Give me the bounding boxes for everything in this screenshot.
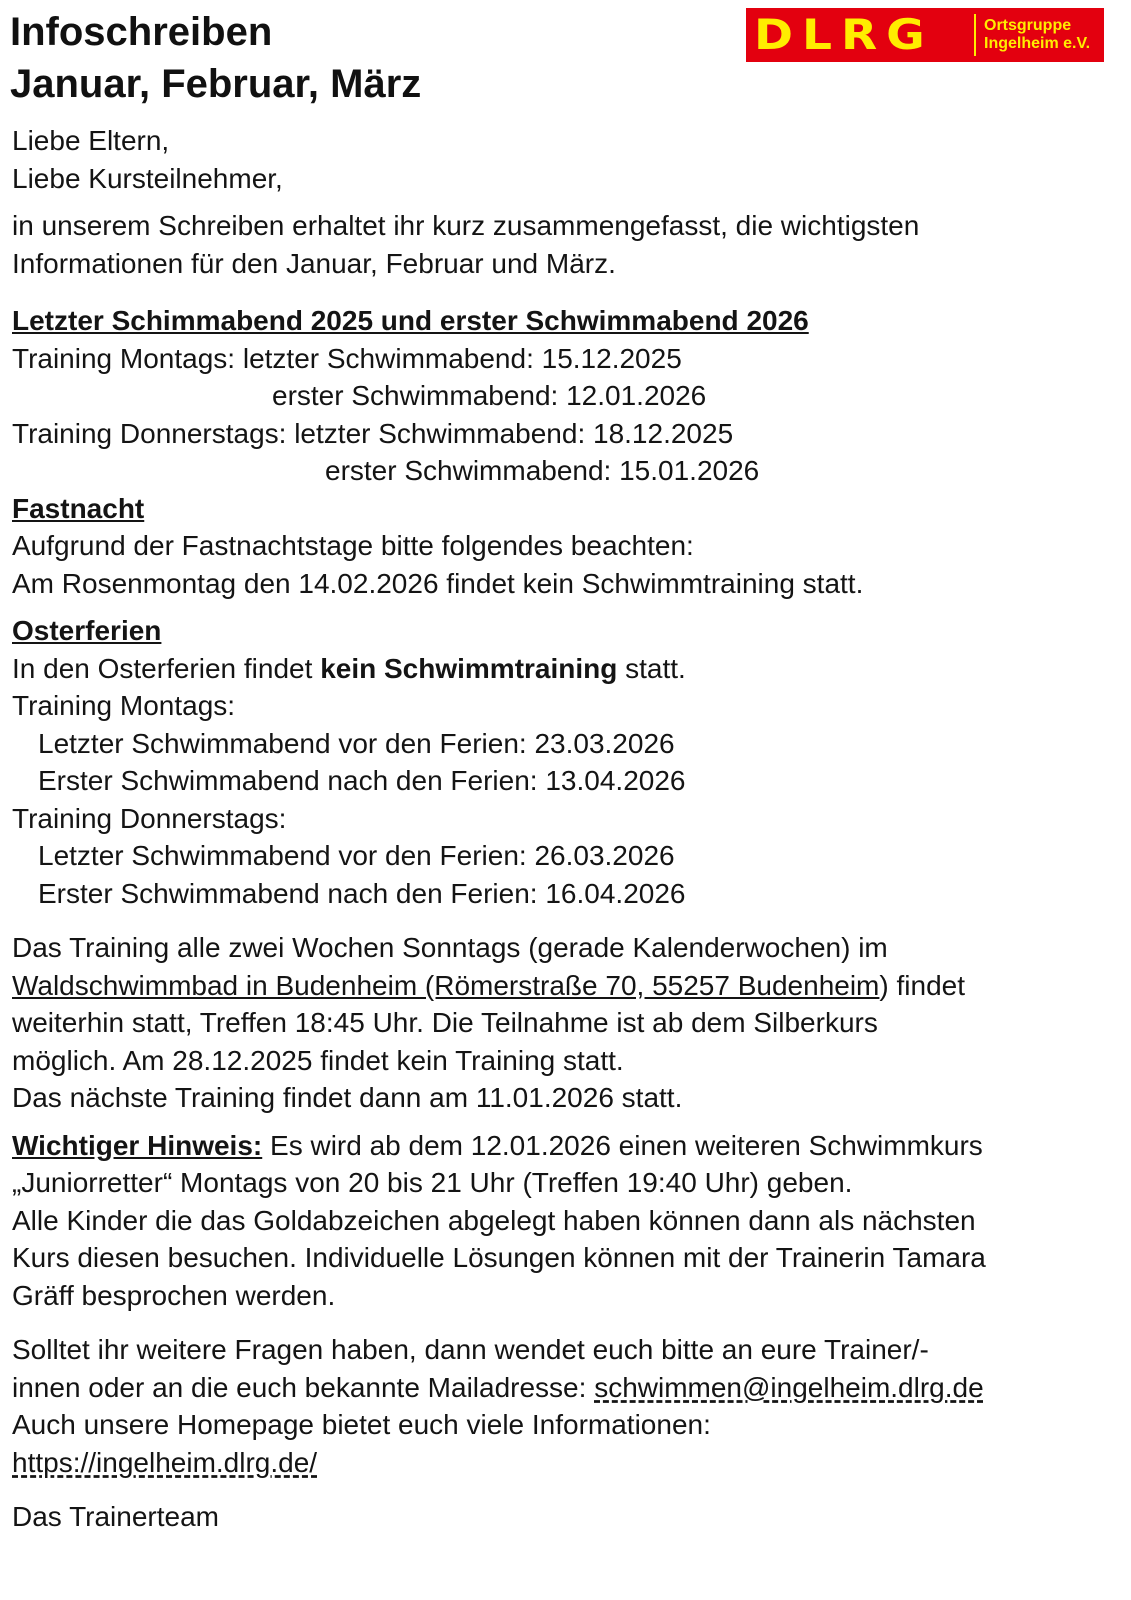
contact-line-2-text: innen oder an die euch bekannte Mailadresse: — [12, 1371, 595, 1403]
greeting — [12, 122, 1122, 197]
hint-line-2: „Juniorretter“ Montags von 20 bis 21 Uhr (Treffen 19:40 Uhr) geben. — [12, 1167, 853, 1198]
logo-wordmark: DLRG — [754, 10, 934, 59]
intro-line-2: Informationen für den Januar, Februar und März. — [12, 247, 616, 279]
logo-subtitle — [984, 17, 1090, 53]
title-line-1: Infoschreiben — [10, 10, 273, 54]
sunday-line-4: möglich. Am 28.12.2025 findet kein Training statt. — [12, 1044, 624, 1076]
logo-subtitle-line-1: Ortsgruppe — [984, 17, 1072, 34]
section-important-hint — [12, 1127, 1122, 1315]
thursday-last-evening: Training Donnerstags: letzter Schwimmabend: 18.12.2025 — [12, 417, 734, 449]
signoff — [12, 1498, 1122, 1536]
thursday-first-evening: erster Schwimmabend: 15.01.2026 — [325, 455, 760, 486]
osterferien-intro-pre: In den Osterferien findet — [12, 652, 321, 684]
contact-line-3: Auch unsere Homepage bietet euch viele Informationen: — [12, 1409, 711, 1440]
osterferien-monday-last: Letzter Schwimmabend vor den Ferien: 23.03.2026 — [38, 727, 675, 759]
sunday-line-3: weiterhin statt, Treffen 18:45 Uhr. Die Teilnahme ist ab dem Silberkurs — [12, 1007, 878, 1038]
sunday-line-1: Das Training alle zwei Wochen Sonntags (gerade Kalenderwochen) im — [12, 932, 888, 963]
hint-line-1-text: Es wird ab dem 12.01.2026 einen weiteren Schwimmkurs — [262, 1129, 983, 1161]
hint-line-1 — [12, 1127, 1122, 1165]
osterferien-thursday-first: Erster Schwimmabend nach den Ferien: 16.04.2026 — [38, 877, 686, 909]
sunday-line-5: Das nächste Training findet dann am 11.01.2026 statt. — [12, 1082, 683, 1113]
greeting-line-2: Liebe Kursteilnehmer, — [12, 162, 283, 194]
contact-line-2 — [12, 1369, 1122, 1407]
title-line-2: Januar, Februar, März — [10, 62, 422, 106]
letter-body — [12, 122, 1122, 1536]
email-link[interactable]: schwimmen@ingelheim.dlrg.de — [594, 1371, 984, 1403]
section-fastnacht — [12, 490, 1122, 603]
hint-line-4: Kurs diesen besuchen. Individuelle Lösungen können mit der Trainerin Tamara — [12, 1242, 986, 1273]
document-title — [10, 6, 421, 110]
section-heading-osterferien: Osterferien — [12, 615, 162, 646]
signoff-text: Das Trainerteam — [12, 1501, 219, 1532]
osterferien-intro — [12, 650, 1122, 688]
contact-line-1: Solltet ihr weitere Fragen haben, dann wendet euch bitte an eure Trainer/- — [12, 1334, 929, 1365]
sunday-line-2 — [12, 967, 1122, 1005]
section-contact — [12, 1331, 1122, 1481]
monday-first-evening: erster Schwimmabend: 12.01.2026 — [272, 380, 707, 411]
osterferien-thursday-label: Training Donnerstags: — [12, 802, 287, 834]
sunday-line-2-post: ) findet — [879, 969, 965, 1001]
homepage-link[interactable]: https://ingelheim.dlrg.de/ — [12, 1446, 318, 1478]
osterferien-intro-post: statt. — [617, 652, 686, 684]
intro-line-1: in unserem Schreiben erhaltet ihr kurz zusammengefasst, die wichtigsten — [12, 210, 920, 241]
dlrg-logo — [746, 8, 1104, 62]
fastnacht-line-1: Aufgrund der Fastnachtstage bitte folgendes beachten: — [12, 530, 694, 561]
section-osterferien — [12, 612, 1122, 912]
osterferien-monday-label: Training Montags: — [12, 690, 236, 721]
intro-paragraph — [12, 207, 1122, 282]
osterferien-intro-bold: kein Schwimmtraining — [320, 652, 618, 684]
fastnacht-line-2: Am Rosenmontag den 14.02.2026 findet kein Schwimmtraining statt. — [12, 567, 864, 599]
pool-address-link[interactable]: Waldschwimmbad in Budenheim (Römerstraße 70, 55257 Budenheim — [12, 969, 880, 1001]
section-sunday-training — [12, 929, 1122, 1117]
hint-line-5: Gräff besprochen werden. — [12, 1279, 336, 1311]
section-last-first-evening — [12, 302, 1122, 490]
osterferien-monday-first: Erster Schwimmabend nach den Ferien: 13.04.2026 — [38, 765, 686, 796]
greeting-line-1: Liebe Eltern, — [12, 125, 170, 156]
section-heading-fastnacht: Fastnacht — [12, 492, 145, 524]
monday-last-evening: Training Montags: letzter Schwimmabend: 15.12.2025 — [12, 342, 682, 374]
osterferien-thursday-last: Letzter Schwimmabend vor den Ferien: 26.03.2026 — [38, 840, 675, 871]
logo-subtitle-line-2: Ingelheim e.V. — [984, 35, 1091, 52]
hint-line-3: Alle Kinder die das Goldabzeichen abgelegt haben können dann als nächsten — [12, 1204, 976, 1236]
section-heading-dates: Letzter Schimmabend 2025 und erster Schwimmabend 2026 — [12, 305, 809, 336]
hint-label: Wichtiger Hinweis: — [12, 1129, 263, 1161]
contact-url-line — [12, 1444, 1122, 1482]
